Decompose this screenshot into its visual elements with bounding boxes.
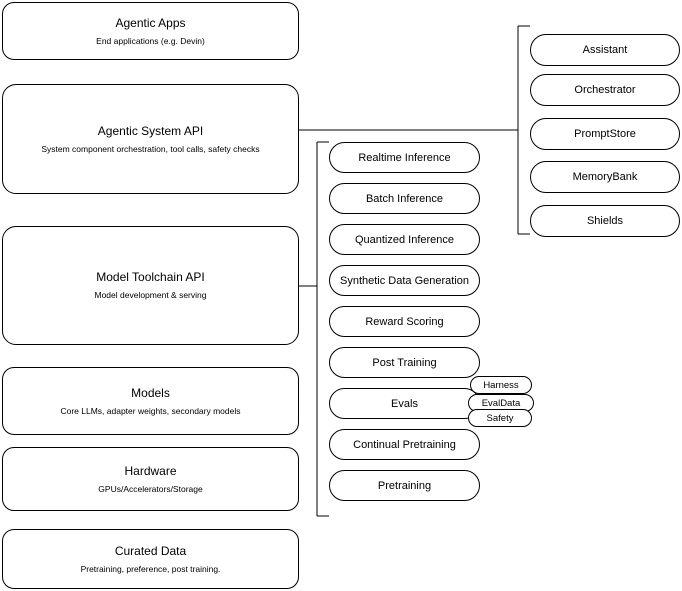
layer-agentic-system-api[interactable]: [2, 84, 299, 194]
component-reward-scoring[interactable]: [329, 306, 480, 337]
subcomponent-label: Safety: [486, 412, 514, 424]
layer-title: Agentic Apps: [115, 15, 186, 30]
component-assistant[interactable]: [530, 34, 680, 66]
layer-title: Agentic System API: [97, 123, 204, 138]
component-promptstore[interactable]: [530, 118, 680, 150]
component-label: Batch Inference: [365, 192, 444, 205]
subcomponent-safety[interactable]: [468, 409, 532, 427]
layer-subtitle: System component orchestration, tool calls, safety checks: [41, 143, 260, 154]
layer-title: Curated Data: [114, 543, 187, 558]
component-label: Continual Pretraining: [353, 438, 456, 451]
component-label: Pretraining: [377, 479, 432, 492]
layer-models[interactable]: [2, 367, 299, 435]
subcomponent-harness[interactable]: [470, 376, 532, 394]
layer-curated-data[interactable]: [2, 529, 299, 589]
layer-hardware[interactable]: [2, 447, 299, 511]
component-label: Realtime Inference: [358, 151, 451, 164]
component-label: Orchestrator: [574, 84, 636, 96]
component-label: PromptStore: [574, 128, 636, 140]
component-label: Post Training: [372, 356, 437, 369]
layer-model-toolchain-api[interactable]: [2, 226, 299, 345]
component-batch-inference[interactable]: [329, 183, 480, 214]
layer-subtitle: Model development & serving: [94, 290, 207, 300]
component-quantized-inference[interactable]: [329, 224, 480, 255]
component-label: Synthetic Data Generation: [339, 274, 470, 287]
layer-title: Models: [131, 385, 170, 400]
component-label: Reward Scoring: [365, 315, 444, 328]
layer-title: Hardware: [124, 463, 177, 478]
layer-subtitle: Core LLMs, adapter weights, secondary models: [60, 405, 241, 416]
component-pretraining[interactable]: [329, 470, 480, 501]
layer-subtitle: End applications (e.g. Devin): [96, 35, 205, 46]
component-label: Quantized Inference: [354, 233, 455, 246]
component-orchestrator[interactable]: [530, 74, 680, 106]
component-label: Evals: [391, 397, 418, 410]
layer-agentic-apps[interactable]: [2, 2, 299, 60]
layer-subtitle: GPUs/Accelerators/Storage: [98, 483, 203, 494]
component-evals[interactable]: [329, 388, 480, 419]
subcomponent-label: EvalData: [481, 397, 521, 409]
component-realtime-inference[interactable]: [329, 142, 480, 173]
component-continual-pretraining[interactable]: [329, 429, 480, 460]
component-memorybank[interactable]: [530, 161, 680, 193]
layer-title: Model Toolchain API: [96, 270, 205, 284]
component-synthetic-data-generation[interactable]: [329, 265, 480, 296]
layer-subtitle: Pretraining, preference, post training.: [80, 563, 221, 574]
component-shields[interactable]: [530, 205, 680, 237]
component-label: Shields: [586, 215, 624, 227]
component-post-training[interactable]: [329, 347, 480, 378]
component-label: MemoryBank: [572, 171, 638, 183]
subcomponent-label: Harness: [483, 379, 519, 391]
component-label: Assistant: [582, 44, 628, 56]
